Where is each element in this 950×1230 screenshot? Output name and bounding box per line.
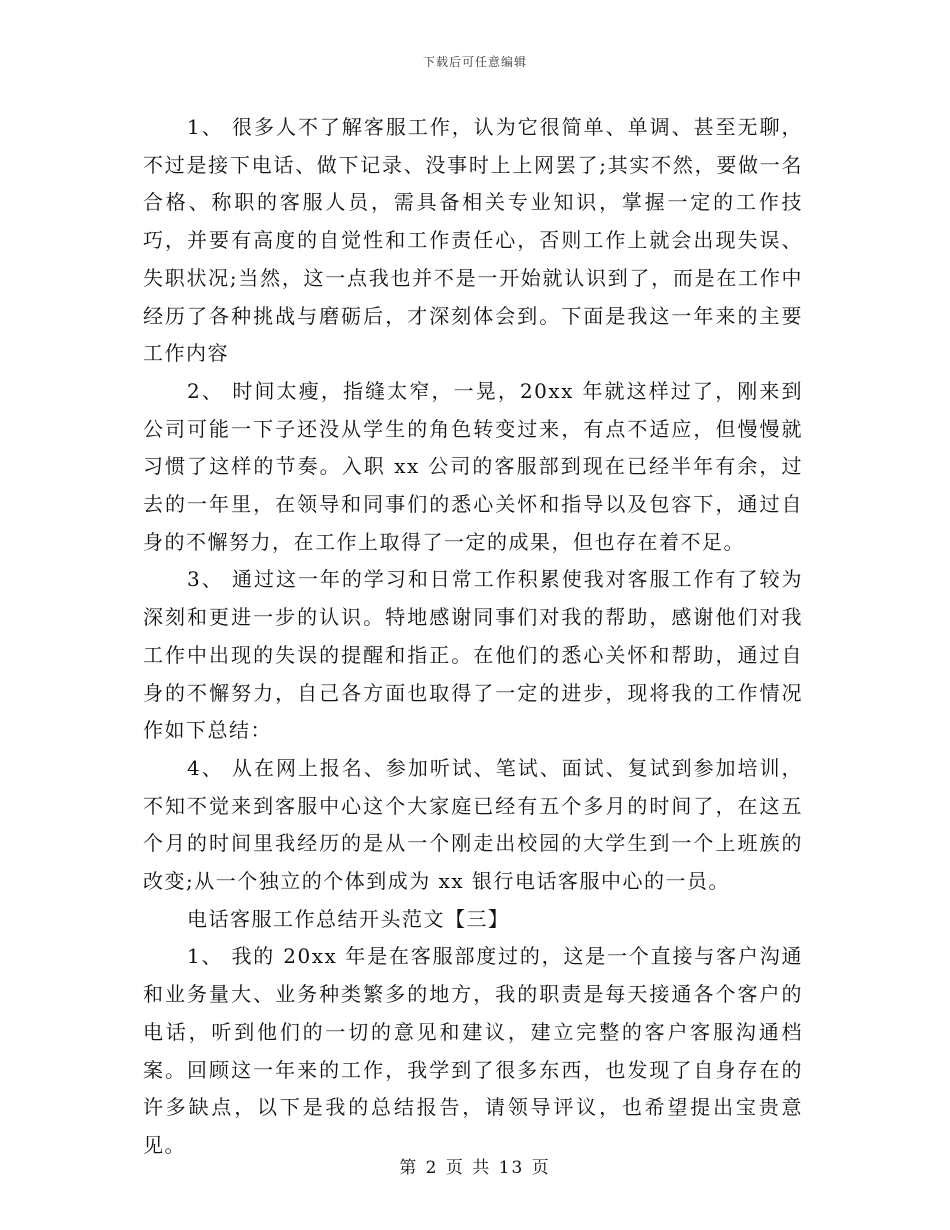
- paragraph-4: 4、 从在网上报名、参加听试、笔试、面试、复试到参加培训，不知不觉来到客服中心这个大家庭已经有五个多月的时间了，在这五个月的时间里我经历的是从一个刚走出校园的大学生到一个上班族的改变;从一个独立的个体到成为 xx 银行电话客服中心的一员。: [143, 755, 803, 894]
- page-footer: 第 2 页 共 13 页: [399, 1158, 551, 1178]
- paragraph-2: 2、 时间太瘦，指缝太窄，一晃，20xx 年就这样过了，刚来到公司可能一下子还没从学生的角色转变过来，有点不适应，但慢慢就习惯了这样的节奏。入职 xx 公司的客服部到现在已经半年有余，过去的一年里，在领导和同事们的悉心关怀和指导以及包容下，通过自身的不懈努力，在工作上取得了一定的成果，但也存在着不足。: [143, 378, 803, 554]
- paragraph-3: 3、 通过这一年的学习和日常工作积累使我对客服工作有了较为深刻和更进一步的认识。特地感谢同事们对我的帮助，感谢他们对我工作中出现的失误的提醒和指正。在他们的悉心关怀和帮助，通过自身的不懈努力，自己各方面也取得了一定的进步，现将我的工作情况作如下总结：: [143, 567, 803, 743]
- document-body: [143, 109, 803, 1165]
- paragraph-1: 1、 很多人不了解客服工作，认为它很简单、单调、甚至无聊，不过是接下电话、做下记录、没事时上上网罢了;其实不然，要做一名合格、称职的客服人员，需具备相关专业知识，掌握一定的工作技巧，并要有高度的自觉性和工作责任心，否则工作上就会出现失误、失职状况;当然，这一点我也并不是一开始就认识到了，而是在工作中经历了各种挑战与磨砺后，才深刻体会到。下面是我这一年来的主要工作内容: [143, 115, 803, 366]
- page-header: 下载后可任意编辑: [422, 55, 527, 69]
- section-title: 电话客服工作总结开头范文【三】: [187, 906, 510, 931]
- paragraph-5: 1、 我的 20xx 年是在客服部度过的，这是一个直接与客户沟通和业务量大、业务种类繁多的地方，我的职责是每天接通各个客户的电话，听到他们的一切的意见和建议，建立完整的客户客服沟通档案。回顾这一年来的工作，我学到了很多东西，也发现了自身存在的许多缺点，以下是我的总结报告，请领导评议，也希望提出宝贵意见。: [143, 944, 803, 1157]
